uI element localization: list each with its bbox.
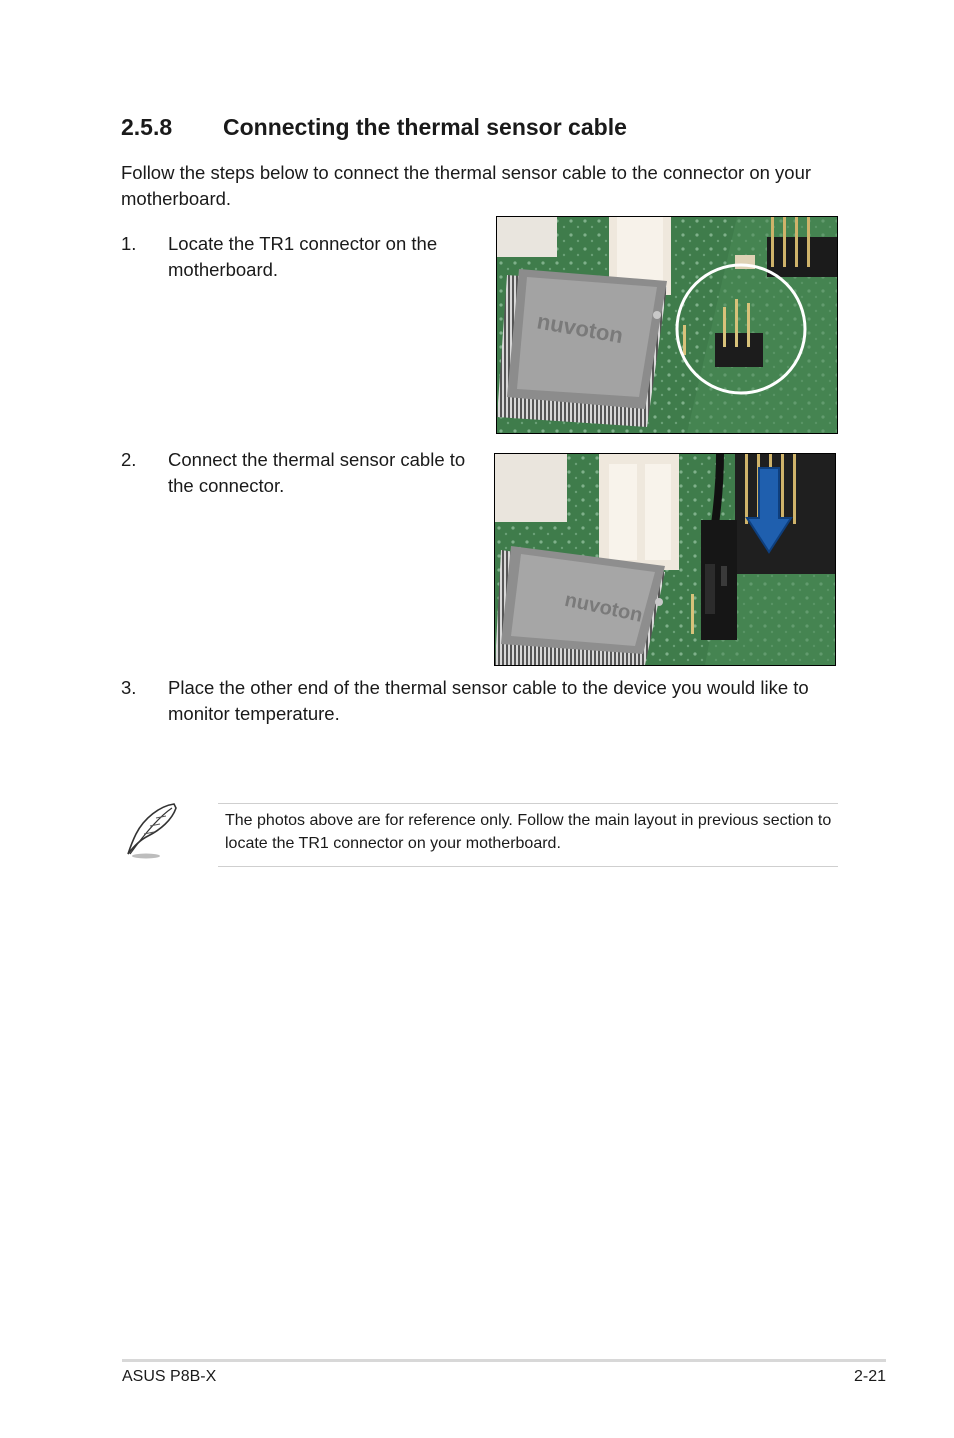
section-heading: [121, 114, 627, 141]
step-number: 3.: [121, 677, 137, 698]
motherboard-photo-cable-connected: [494, 453, 836, 666]
step-number: 1.: [121, 233, 137, 254]
footer-page-number: 2-21: [853, 1368, 886, 1385]
note-top-rule: [218, 803, 838, 804]
intro-paragraph: Follow the steps below to connect the thermal sensor cable to the connector on your motherboard.: [121, 162, 812, 209]
step-text: Connect the thermal sensor cable to the connector.: [168, 449, 466, 496]
photo-illustration-2: [495, 454, 835, 665]
step-number: 2.: [121, 449, 137, 470]
step-text: Place the other end of the thermal sensor cable to the device you would like to monitor temperature.: [168, 677, 809, 724]
svg-text:nuvoton: nuvoton: [562, 588, 645, 627]
photo-illustration-1: [497, 217, 837, 433]
note-bottom-rule: [218, 866, 838, 867]
section-title: Connecting the thermal sensor cable: [223, 114, 627, 140]
feather-pen-icon: [120, 800, 182, 860]
footer-product-name: ASUS P8B-X: [122, 1368, 217, 1385]
step-text: Locate the TR1 connector on the motherboard.: [168, 233, 438, 280]
section-number: 2.5.8: [121, 114, 173, 140]
svg-text:nuvoton: nuvoton: [535, 308, 625, 349]
motherboard-photo-tr1-connector: [496, 216, 838, 434]
step-1: [121, 231, 481, 291]
note-text: The photos above are for reference only. Follow the main layout in previous section to locate the TR1 connector on your motherboard.: [225, 812, 832, 852]
footer-rule: [122, 1359, 886, 1362]
step-3: [121, 675, 841, 735]
step-2: [121, 447, 485, 507]
